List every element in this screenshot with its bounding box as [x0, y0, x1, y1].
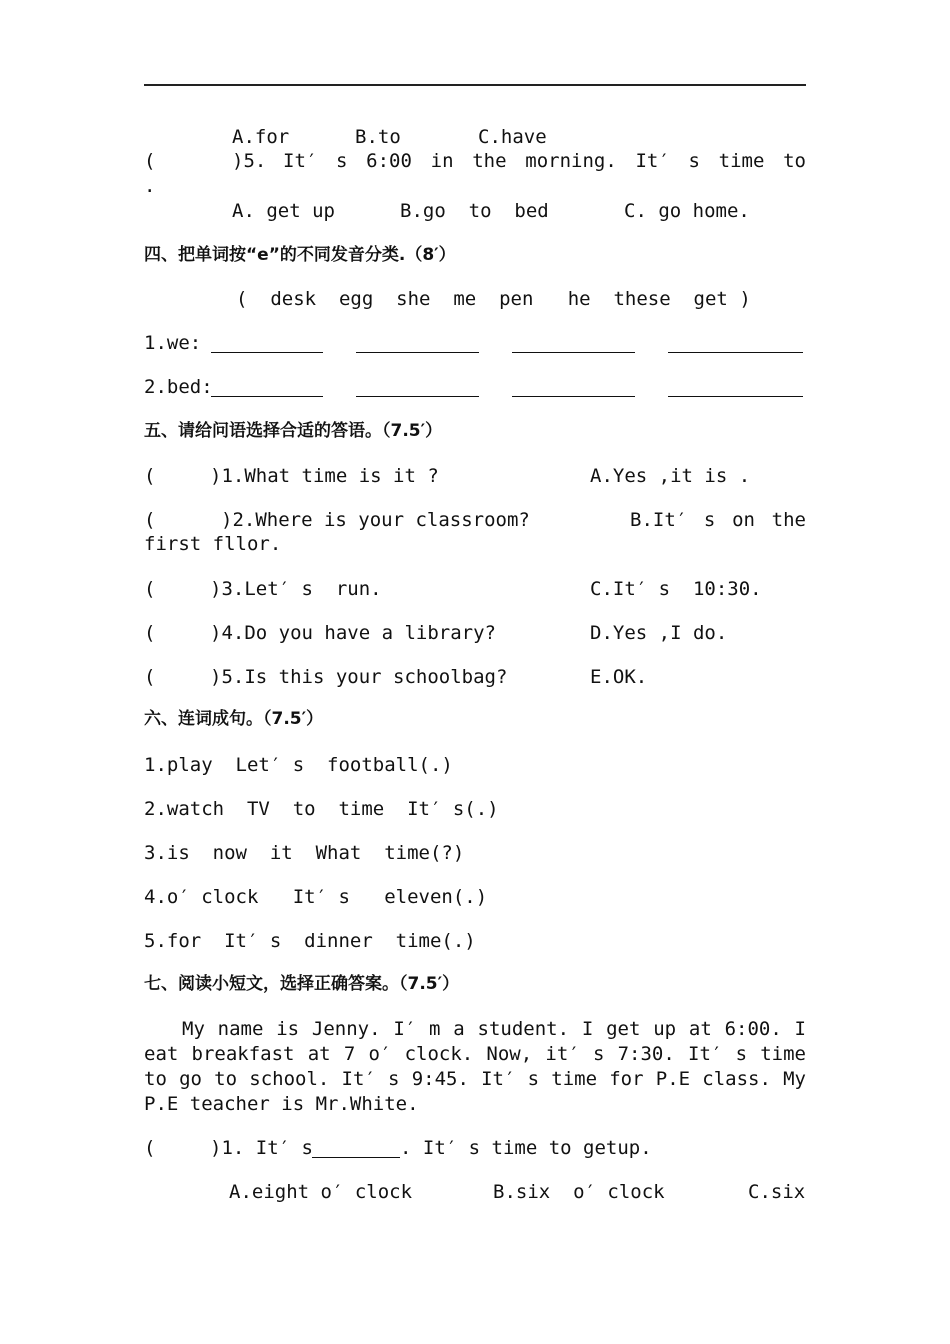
q5-option-b: B.go to bed: [400, 200, 549, 222]
blank-1-4[interactable]: [668, 352, 803, 353]
s5-option-d: D.Yes ,I do.: [590, 622, 728, 644]
s7-q1-suffix: . It′ s time to getup.: [400, 1137, 652, 1159]
s5-item5-question: )5.Is this your schoolbag?: [210, 666, 508, 688]
q4-option-c: C.have: [478, 126, 547, 148]
s5-item1-paren[interactable]: (: [144, 465, 156, 487]
section4-row1-label: 1.we:: [144, 332, 202, 354]
q5-answer-paren[interactable]: (: [144, 150, 156, 172]
s7-q1-paren[interactable]: (: [144, 1137, 156, 1159]
reading-passage: My name is Jenny. I′ m a student. I get up at 6:00. I eat breakfast at 7 o′ clock. Now, it′ s 7:30. It′ s time to go to school. It′ s 9:45. It′ s time for P.E class. My P.E teacher is Mr.White.: [144, 1018, 806, 1115]
blank-2-4[interactable]: [668, 396, 803, 397]
section6-heading: 六、连词成句。（7.5′）: [144, 709, 324, 729]
s5-item3-paren[interactable]: (: [144, 578, 156, 600]
blank-1-3[interactable]: [512, 352, 635, 353]
blank-2-2[interactable]: [356, 396, 479, 397]
s5-option-b-continued: first fllor.: [144, 533, 282, 555]
s6-item-1: 1.play Let′ s football(.): [144, 754, 453, 776]
section7-heading: 七、阅读小短文，选择正确答案。（7.5′）: [144, 974, 460, 994]
q4-option-a: A.for: [232, 126, 290, 148]
s6-item-4: 4.o′ clock It′ s eleven(.): [144, 886, 488, 908]
s6-item-2: 2.watch TV to time It′ s(.): [144, 798, 499, 820]
s5-option-e: E.OK.: [590, 666, 648, 688]
q5-sentence: It′ s 6:00 in the morning. It′ s time to: [283, 150, 806, 172]
s7-q1-prefix: )1. It′ s: [210, 1137, 313, 1159]
s5-option-b: B.It′ s on the: [630, 509, 806, 531]
s5-item2-question: )2.Where is your classroom?: [221, 509, 530, 531]
s5-item3-question: )3.Let′ s run.: [210, 578, 382, 600]
s5-item4-paren[interactable]: (: [144, 622, 156, 644]
s7-q1-blank[interactable]: [312, 1157, 400, 1158]
s7-q1-option-b: B.six o′ clock: [493, 1181, 665, 1203]
section4-word-list: ( desk egg she me pen he these get ): [236, 288, 751, 310]
blank-1-2[interactable]: [356, 352, 479, 353]
section4-heading: 四、把单词按“e”的不同发音分类.（8′）: [144, 245, 456, 265]
blank-2-1[interactable]: [211, 396, 323, 397]
s7-q1-option-c: C.six: [748, 1181, 806, 1203]
s6-item-5: 5.for It′ s dinner time(.): [144, 930, 476, 952]
q4-option-b: B.to: [355, 126, 401, 148]
blank-2-3[interactable]: [512, 396, 635, 397]
s6-item-3: 3.is now it What time(?): [144, 842, 465, 864]
header-rule: [144, 84, 806, 86]
s7-q1-option-a: A.eight o′ clock: [229, 1181, 413, 1203]
s5-item5-paren[interactable]: (: [144, 666, 156, 688]
q5-option-a: A. get up: [232, 200, 335, 222]
q5-option-c: C. go home.: [624, 200, 750, 222]
section4-row2-label: 2.bed:: [144, 376, 213, 398]
section5-heading: 五、请给问语选择合适的答语。（7.5′）: [144, 421, 443, 441]
blank-1-1[interactable]: [211, 352, 323, 353]
s5-option-c: C.It′ s 10:30.: [590, 578, 762, 600]
q5-number: )5.: [232, 150, 267, 172]
s5-item4-question: )4.Do you have a library?: [210, 622, 496, 644]
q5-dot: .: [144, 175, 156, 197]
s5-item1-question: )1.What time is it ?: [210, 465, 439, 487]
s5-item2-paren[interactable]: (: [144, 509, 156, 531]
s5-option-a: A.Yes ,it is .: [590, 465, 751, 487]
